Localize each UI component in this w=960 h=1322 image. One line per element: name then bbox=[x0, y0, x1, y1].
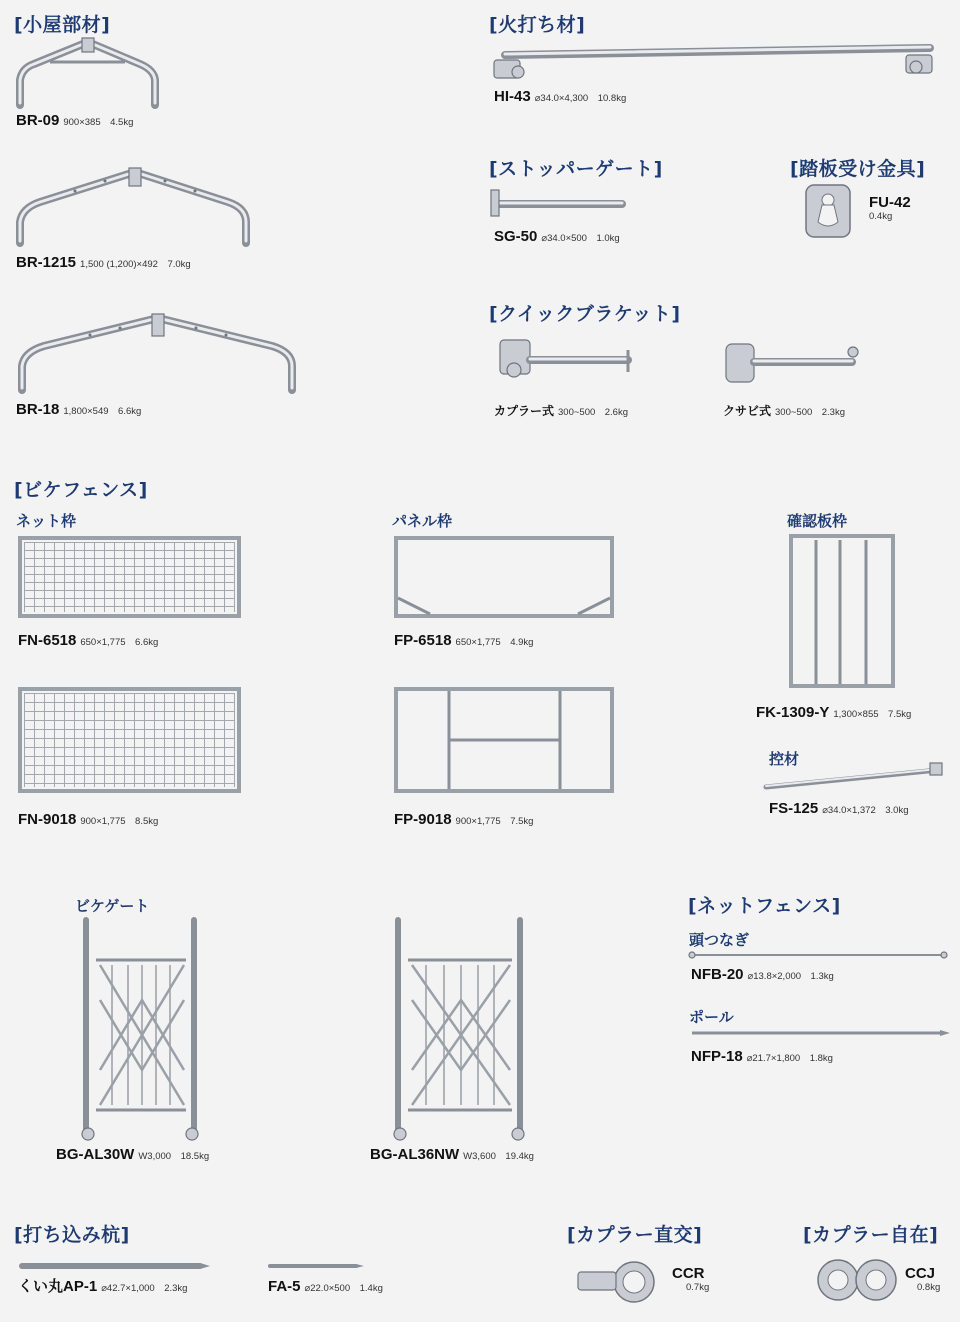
sg50-code: SG-50 bbox=[494, 228, 538, 245]
section-heading-net-fence: [ネットフェンス] bbox=[688, 895, 841, 917]
subheading-net-frame: ネット枠 bbox=[16, 512, 77, 530]
br09-truss-image bbox=[20, 38, 155, 105]
fa5-caption bbox=[268, 1279, 383, 1295]
fp9018-spec: 900×1,775 7.5kg bbox=[455, 816, 534, 827]
fu42-code: FU-42 bbox=[869, 194, 911, 211]
fp9018-panel-frame-image bbox=[396, 689, 612, 791]
section-heading-stopper: [ストッパーゲート] bbox=[489, 158, 663, 180]
fp9018-code: FP-9018 bbox=[394, 811, 452, 828]
fs125-caption bbox=[769, 801, 908, 817]
fn9018-caption bbox=[18, 812, 158, 828]
quick-bracket-coupler-image bbox=[500, 340, 628, 377]
nfp18-spec: ⌀21.7×1,800 1.8kg bbox=[746, 1053, 833, 1064]
ap1-spec: ⌀42.7×1,000 2.3kg bbox=[101, 1283, 188, 1294]
fp6518-code: FP-6518 bbox=[394, 632, 452, 649]
nfp18-pole-image bbox=[692, 1030, 950, 1036]
ccj-code: CCJ bbox=[905, 1265, 936, 1282]
subheading-hikae: 控材 bbox=[769, 750, 800, 768]
hi43-brace-image bbox=[494, 47, 932, 78]
section-heading-koya: [小屋部材] bbox=[14, 14, 111, 36]
qb-coupler-code: カプラー式 bbox=[494, 404, 555, 418]
br1215-code: BR-1215 bbox=[16, 254, 77, 271]
ap1-code: くい丸AP-1 bbox=[18, 1278, 98, 1295]
fn9018-spec: 900×1,775 8.5kg bbox=[80, 816, 159, 827]
bgal30w-spec: W3,000 18.5kg bbox=[138, 1151, 210, 1162]
nfb20-bar-image bbox=[689, 952, 947, 958]
bgal36nw-gate-image bbox=[394, 920, 524, 1140]
ccr-spec: 0.7kg bbox=[686, 1282, 710, 1293]
ccj-caption bbox=[905, 1266, 940, 1293]
subheading-atama-tsunagi: 頭つなぎ bbox=[689, 931, 750, 949]
bgal36nw-spec: W3,600 19.4kg bbox=[463, 1151, 534, 1162]
fp6518-panel-frame-image bbox=[396, 538, 612, 616]
bgal30w-caption bbox=[56, 1147, 209, 1163]
sg50-stopper-image bbox=[491, 190, 622, 216]
br18-spec: 1,800×549 6.6kg bbox=[63, 406, 142, 417]
bgal30w-code: BG-AL30W bbox=[56, 1146, 135, 1163]
section-heading-bike-fence: [ビケフェンス] bbox=[14, 479, 148, 501]
fn6518-spec: 650×1,775 6.6kg bbox=[80, 637, 159, 648]
nfb20-caption bbox=[691, 967, 834, 983]
fk1309-spec: 1,300×855 7.5kg bbox=[833, 709, 912, 720]
br1215-spec: 1,500 (1,200)×492 7.0kg bbox=[80, 259, 191, 270]
fk1309-code: FK-1309-Y bbox=[756, 704, 830, 721]
qb-kusabi-code: クサビ式 bbox=[723, 404, 772, 418]
qb-kusabi-spec: 300~500 2.3kg bbox=[775, 407, 846, 418]
subheading-kakunin-frame: 確認板枠 bbox=[787, 512, 848, 530]
section-heading-coupler-jizai: [カプラー自在] bbox=[803, 1224, 939, 1246]
ccr-code: CCR bbox=[672, 1265, 705, 1282]
fk1309-frame-image bbox=[791, 536, 893, 686]
section-heading-hiuchi: [火打ち材] bbox=[489, 14, 586, 36]
qb-kusabi-caption bbox=[723, 403, 845, 419]
fa5-spec: ⌀22.0×500 1.4kg bbox=[304, 1283, 383, 1294]
fn6518-caption bbox=[18, 633, 158, 649]
subheading-pole: ポール bbox=[689, 1008, 734, 1026]
nfb20-spec: ⌀13.8×2,000 1.3kg bbox=[747, 971, 834, 982]
ap1-stake-image bbox=[22, 1263, 210, 1269]
br09-caption bbox=[16, 113, 133, 129]
nfp18-caption bbox=[691, 1049, 833, 1065]
br1215-truss-image bbox=[20, 168, 246, 243]
br18-truss-image bbox=[22, 314, 292, 390]
fa5-stake-image bbox=[270, 1264, 364, 1268]
fn9018-code: FN-9018 bbox=[18, 811, 77, 828]
fk1309-caption bbox=[756, 705, 911, 721]
fn9018-mesh bbox=[24, 693, 235, 787]
ccj-spec: 0.8kg bbox=[917, 1282, 941, 1293]
fp6518-spec: 650×1,775 4.9kg bbox=[455, 637, 534, 648]
section-heading-coupler-choku: [カプラー直交] bbox=[567, 1224, 703, 1246]
fn6518-mesh bbox=[24, 542, 235, 612]
fs125-spec: ⌀34.0×1,372 3.0kg bbox=[822, 805, 909, 816]
fn6518-code: FN-6518 bbox=[18, 632, 77, 649]
hi43-caption bbox=[494, 89, 626, 105]
fs125-code: FS-125 bbox=[769, 800, 819, 817]
br1215-caption bbox=[16, 255, 191, 271]
sg50-spec: ⌀34.0×500 1.0kg bbox=[541, 233, 620, 244]
fu42-spec: 0.4kg bbox=[869, 211, 893, 222]
bgal36nw-caption bbox=[370, 1147, 534, 1163]
quick-bracket-kusabi-image bbox=[726, 344, 858, 382]
fu42-caption bbox=[869, 195, 911, 222]
subheading-bike-gate: ビケゲート bbox=[75, 897, 150, 915]
nfb20-code: NFB-20 bbox=[691, 966, 744, 983]
nfp18-code: NFP-18 bbox=[691, 1048, 743, 1065]
fa5-code: FA-5 bbox=[268, 1278, 301, 1295]
qb-coupler-caption bbox=[494, 403, 628, 419]
br09-code: BR-09 bbox=[16, 112, 60, 129]
fs125-brace-image bbox=[766, 763, 942, 787]
sg50-caption bbox=[494, 229, 620, 245]
fp6518-caption bbox=[394, 633, 533, 649]
br09-spec: 900×385 4.5kg bbox=[63, 117, 134, 128]
subheading-panel-frame: パネル枠 bbox=[392, 512, 453, 530]
section-heading-uchikomi: [打ち込み杭] bbox=[14, 1224, 130, 1246]
fu42-bracket-image bbox=[806, 185, 850, 237]
ccr-caption bbox=[672, 1266, 709, 1293]
section-heading-quick-bracket: [クイックブラケット] bbox=[489, 303, 681, 325]
bgal36nw-code: BG-AL36NW bbox=[370, 1146, 460, 1163]
hi43-code: HI-43 bbox=[494, 88, 531, 105]
bgal30w-gate-image bbox=[82, 920, 198, 1140]
hi43-spec: ⌀34.0×4,300 10.8kg bbox=[534, 93, 627, 104]
ap1-caption bbox=[18, 1279, 187, 1295]
br18-caption bbox=[16, 402, 141, 418]
fp9018-caption bbox=[394, 812, 533, 828]
section-heading-fumiita: [踏板受け金具] bbox=[790, 158, 926, 180]
br18-code: BR-18 bbox=[16, 401, 60, 418]
ccr-coupler-image bbox=[578, 1262, 654, 1302]
qb-coupler-spec: 300~500 2.6kg bbox=[558, 407, 629, 418]
ccj-coupler-image bbox=[818, 1260, 896, 1300]
